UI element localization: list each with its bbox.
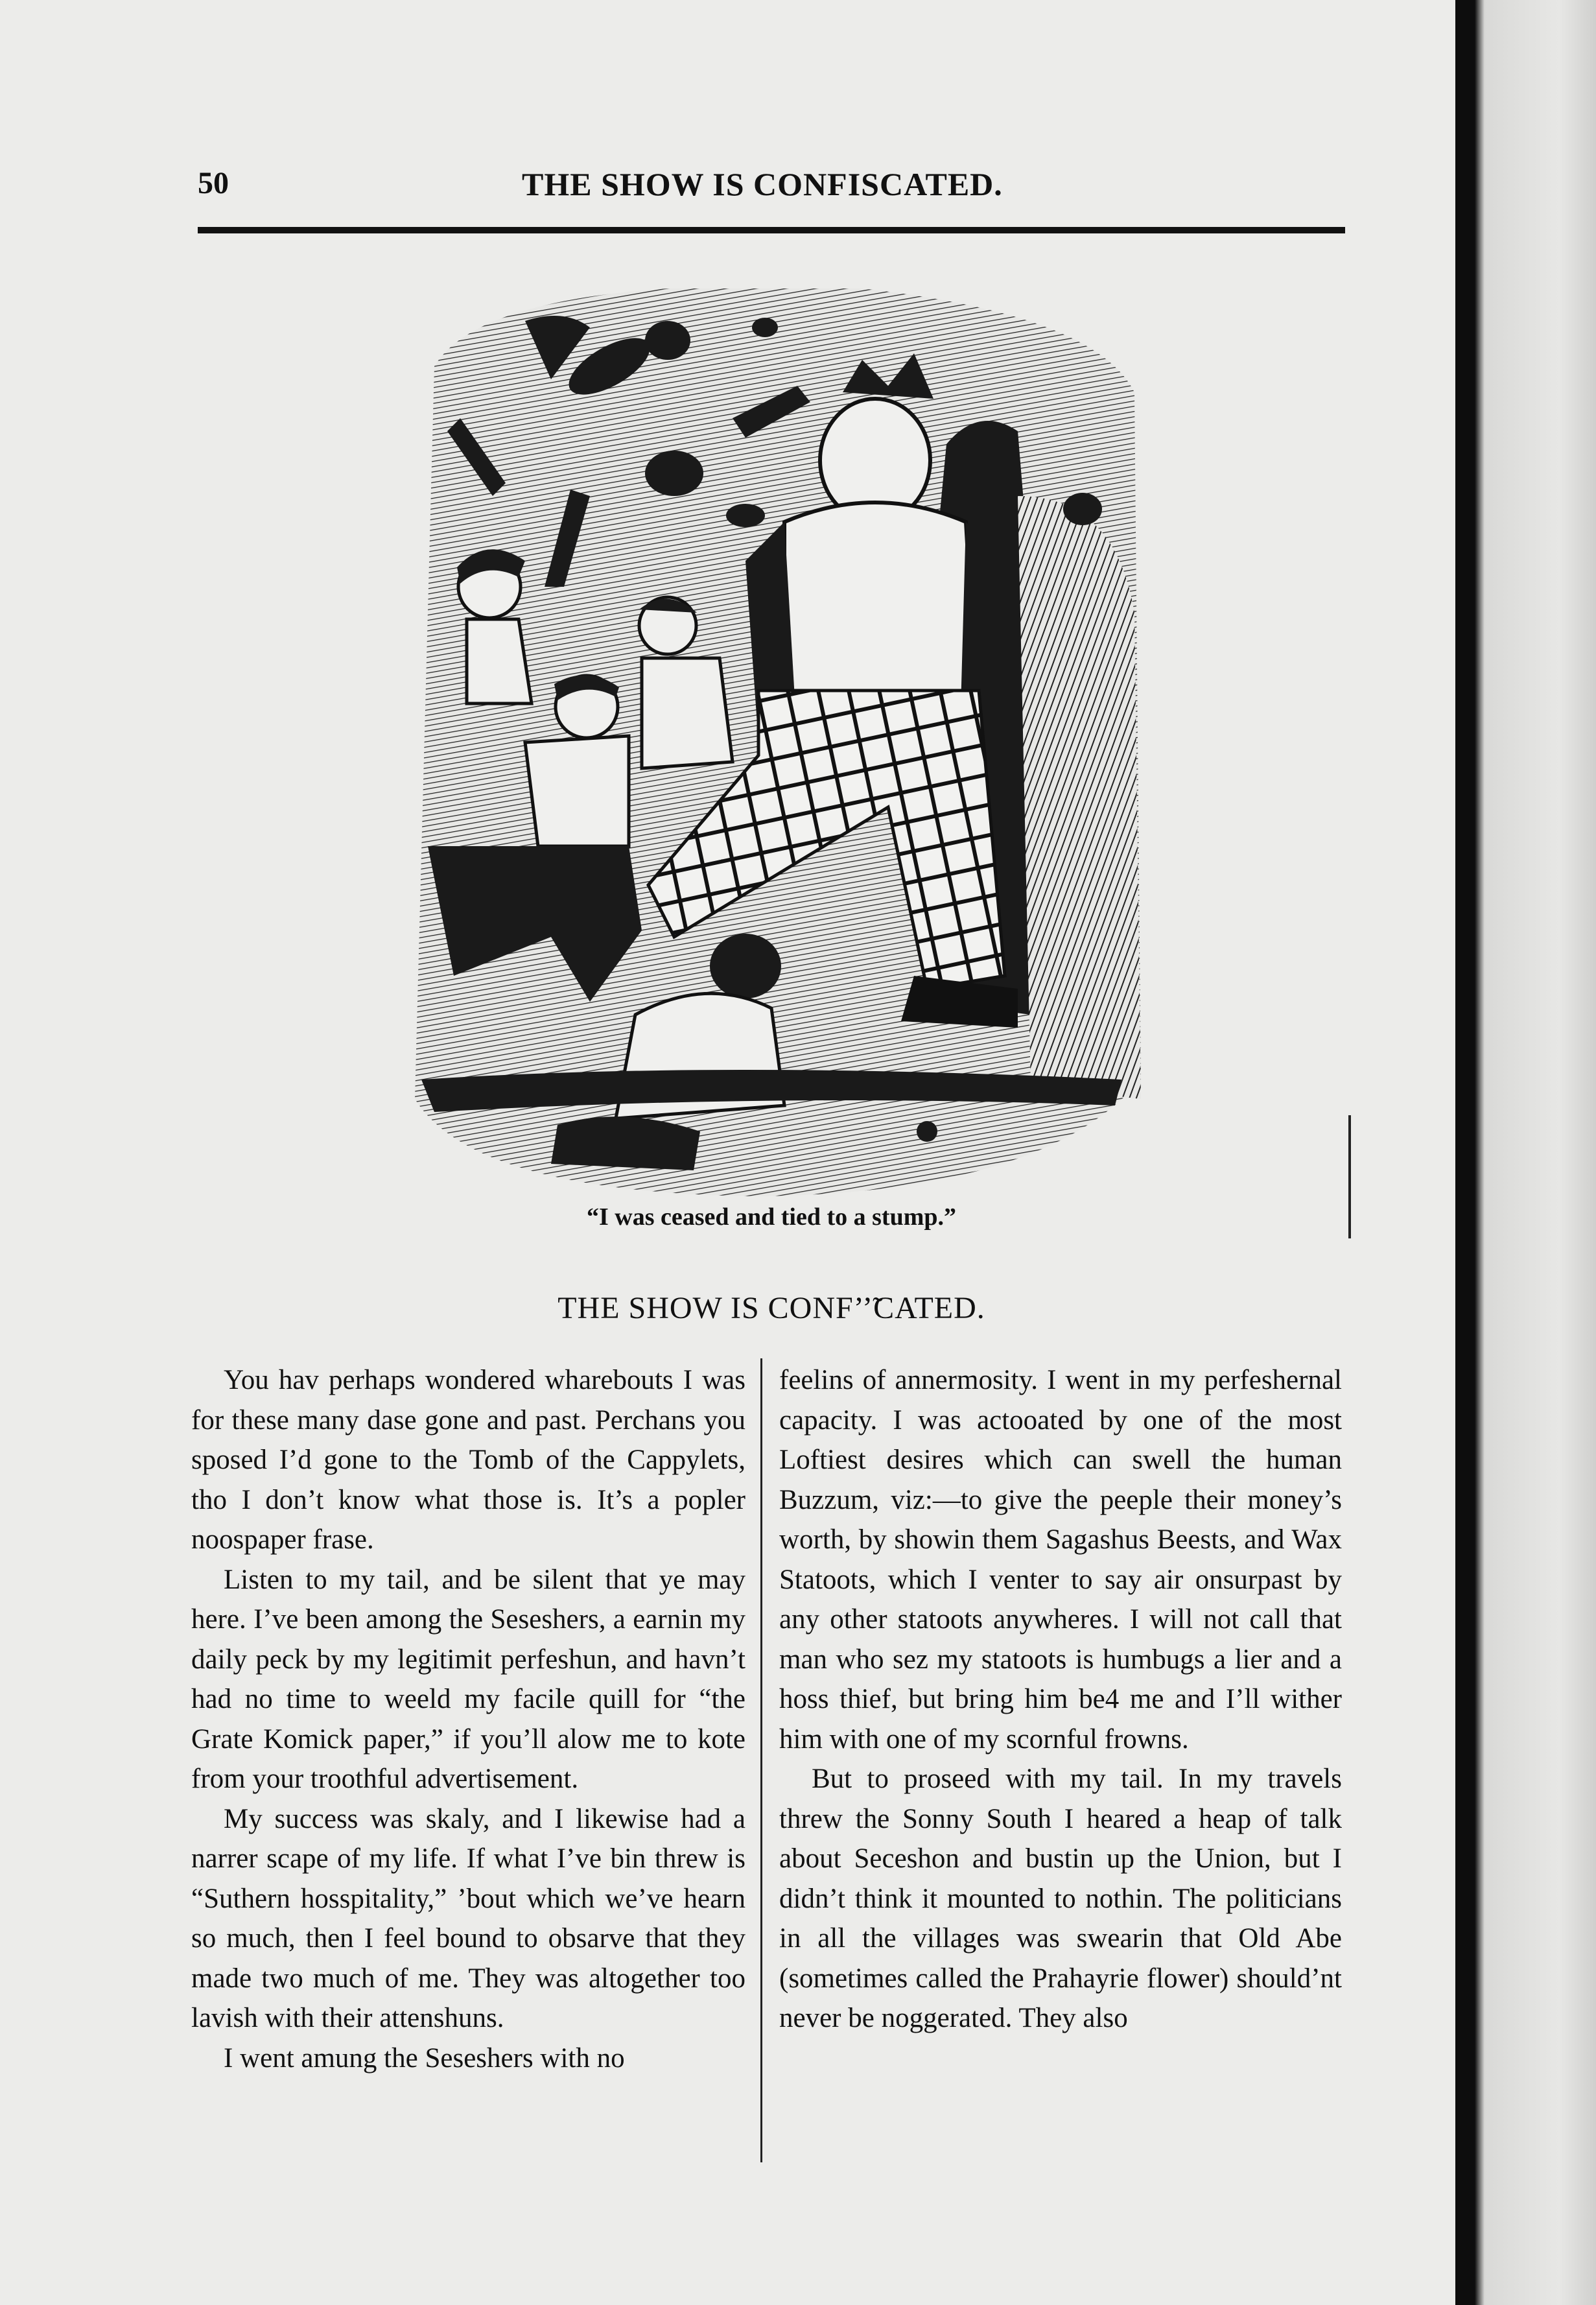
page-number: 50 — [198, 166, 229, 200]
paragraph: feelins of annermosity. I went in my perfeshernal capacity. I was actooated by one of the most Loftiest desires which can swell the human Buzzum, viz:—to give the peeple their money’s worth, by showin them Sagashus Beests, and Wax Statoots, which I venter to say air onsurpast by any other statoots anywheres. I will not call that man who sez my statoots is humbugs a lier and a hoss thief, but bring him be4 me and I’ll wither him with one of my scornful frowns. — [779, 1365, 1342, 1755]
illustration-caption: “I was ceased and tied to a stump.” — [586, 1203, 957, 1231]
paragraph: But to proseed with my tail. In my travels threw the Sonny South I heared a heap of talk about Seceshon and bustin up the Union, but I didn’t think it mounted to nothin. The politicians in all the villages was swearin that Old Abe (sometimes called the Prahayrie flower) should’nt never be noggerated. They also — [779, 1764, 1342, 2033]
column-divider — [760, 1358, 762, 2162]
margin-mark — [1348, 1115, 1351, 1238]
paragraph: Listen to my tail, and be silent that ye may here. I’ve been among the Seseshers, a earnin my daily peck by my legitimit perfeshun, and havn’t had no time to weeld my facile quill for “the Grate Komick paper,” if you’ll alow me to kote from your troothful advertisement. — [191, 1564, 745, 1794]
paragraph: My success was skaly, and I likewise had a narrer scape of my life. If what I’ve bin threw is “Suthern hosspitality,” ’bout which we’ve hearn so much, then I feel bound to obsarve that they made two much of me. They was altogether too lavish with their attenshuns. — [191, 1803, 745, 2033]
running-title: THE SHOW IS CONFISCATED. — [522, 166, 1003, 202]
woodcut-illustration — [395, 289, 1144, 1196]
book-spine — [1455, 0, 1596, 2305]
paragraph: You hav perhaps wondered wharebouts I was for these many dase gone and past. Perchans you sposed I’d gone to the Tomb of the Cappylets, tho I don’t know what those is. It’s a popler noospaper frase. — [191, 1365, 745, 1555]
article-title: THE SHOW IS CONF’’̃CATED. — [557, 1291, 985, 1325]
header-rule — [198, 227, 1345, 233]
left-column — [191, 1360, 745, 2078]
right-column — [779, 1360, 1342, 2039]
paragraph: I went amung the Seseshers with no — [224, 2042, 625, 2074]
